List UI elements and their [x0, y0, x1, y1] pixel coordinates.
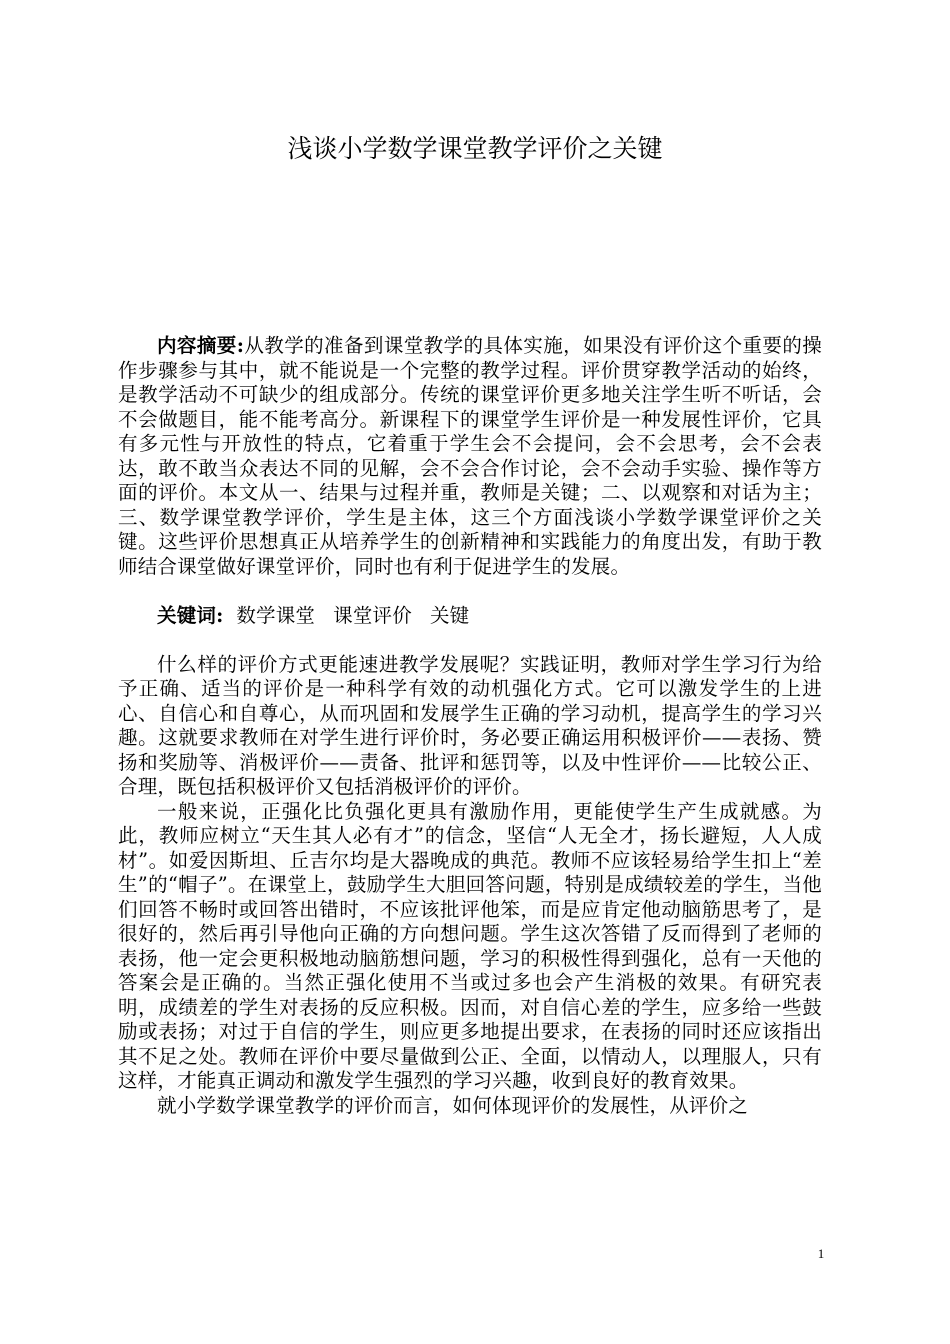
- page-number: 1: [817, 1246, 825, 1261]
- keywords-label: 关键词:: [157, 604, 224, 627]
- document-title: 浅谈小学数学课堂教学评价之关键: [287, 134, 663, 163]
- keyword-item: 课堂评价: [333, 604, 412, 627]
- body-paragraph-2: 一般来说，正强化比负强化更具有激励作用，更能使学生产生成就感。为此，教师应树立“天生其人必有才”的信念，坚信“人无全才，扬长避短，人人成材”。如爱因斯坦、丘吉尔均是大器晚成的典范。教师不应该轻易给学生扣上“差生”的“帽子”。在课堂上，鼓励学生大胆回答问题，特别是成绩较差的学生，当他们回答不畅时或回答出错时，不应该批评他笨，而是应肯定他动脑筋思考了，是很好的，然后再引导他向正确的方向想问题。学生这次答错了反而得到了老师的表扬，他一定会更积极地动脑筋想问题，学习的积极性得到强化，总有一天他的答案会是正确的。当然正强化使用不当或过多也会产生消极的效果。有研究表明，成绩差的学生对表扬的反应积极。因而，对自信心差的学生，应多给一些鼓励或表扬；对过于自信的学生，则应更多地提出要求，在表扬的同时还应该指出其不足之处。教师在评价中要尽量做到公正、全面，以情动人，以理服人，只有这样，才能真正调动和激发学生强烈的学习兴趣，收到良好的教育效果。: [118, 799, 822, 1092]
- body-paragraph-1: 什么样的评价方式更能速进教学发展呢？实践证明，教师对学生学习行为给予正确、适当的评价是一种科学有效的动机强化方式。它可以激发学生的上进心、自信心和自尊心，从而巩固和发展学生正确的学习动机，提高学生的学习兴趣。这就要求教师在对学生进行评价时，务必要正确运用积极评价——表扬、赞扬和奖励等、消极评价——责备、批评和惩罚等，以及中性评价——比较公正、合理，既包括积极评价又包括消极评价的评价。: [118, 652, 822, 798]
- abstract-paragraph: [118, 334, 822, 579]
- abstract-label: 内容摘要:: [157, 334, 245, 357]
- body-paragraph-3: 就小学数学课堂教学的评价而言，如何体现评价的发展性，从评价之: [157, 1093, 749, 1117]
- keyword-item: 关键: [429, 604, 470, 627]
- keyword-item: 数学课堂: [236, 604, 316, 627]
- keywords-paragraph: [118, 604, 822, 629]
- document-body: [118, 334, 822, 1118]
- abstract-text: 从教学的准备到课堂教学的具体实施，如果没有评价这个重要的操作步骤参与其中，就不能说是一个完整的教学过程。评价贯穿教学活动的始终，是教学活动不可缺少的组成部分。传统的课堂评价更多地关注学生听不听话，会不会做题目，能不能考高分。新课程下的课堂学生评价是一种发展性评价，它具有多元性与开放性的特点，它着重于学生会不会提问，会不会思考，会不会表达，敢不敢当众表达不同的见解，会不会合作讨论，会不会动手实验、操作等方面的评价。本文从一、结果与过程并重，教师是关键；二、以观察和对话为主；三、数学课堂教学评价，学生是主体，这三个方面浅谈小学数学课堂评价之关键。这些评价思想真正从培养学生的创新精神和实践能力的角度出发，有助于教师结合课堂做好课堂评价，同时也有利于促进学生的发展。: [118, 334, 822, 578]
